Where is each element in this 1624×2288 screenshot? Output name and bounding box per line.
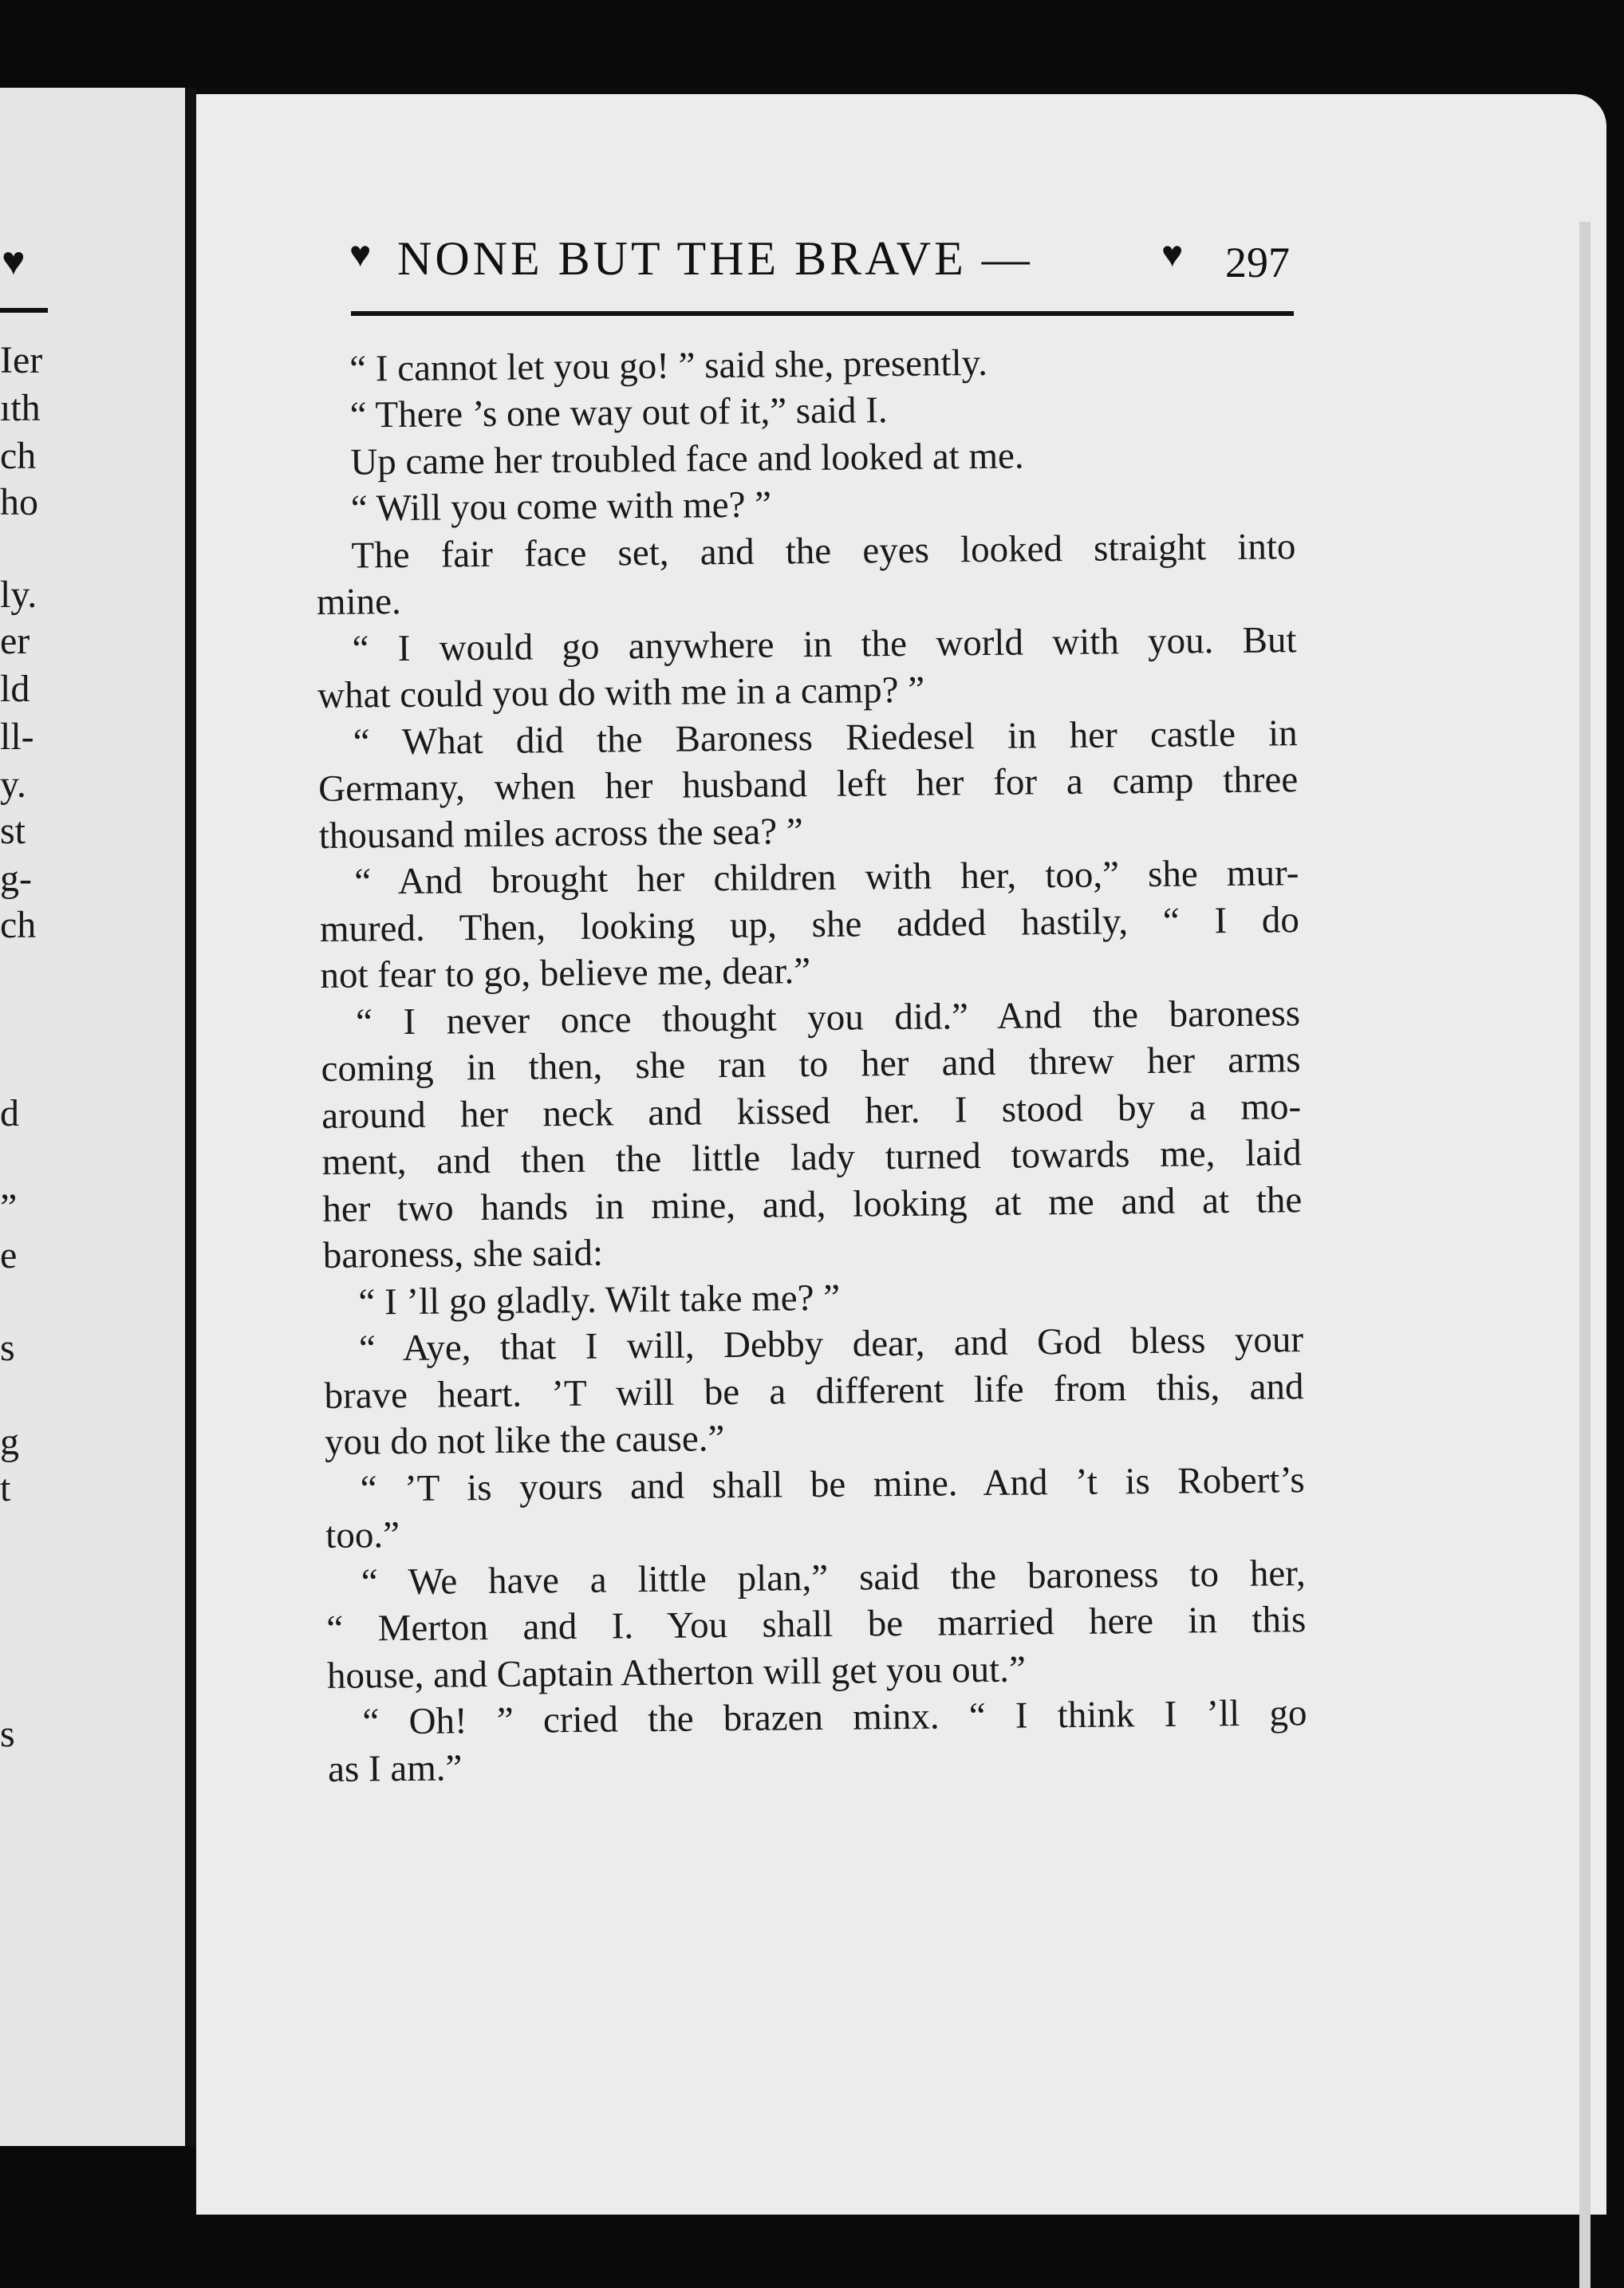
facing-page-text-fragment: s (0, 1713, 15, 1755)
text-line: “ I ’ll go gladly. Wilt take me? ” (358, 1276, 841, 1323)
text-line: around her neck and kissed her. I stood by a mo- (321, 1086, 1302, 1137)
facing-page-text-fragment: ” (0, 1186, 18, 1229)
text-line: Germany, when her husband left her for a camp three (318, 759, 1299, 810)
text-line: what could you do with me in a camp? ” (317, 669, 925, 716)
text-line: “ ’T is yours and shall be mine. And ’t is Robert’s (360, 1459, 1305, 1510)
facing-page-text-fragment: ly. (0, 574, 37, 616)
facing-page-text-fragment: Ier (0, 339, 43, 381)
page-edge-shadow (1579, 222, 1590, 2288)
heart-ornament-icon: ♥ (349, 234, 372, 274)
text-line: “ There ’s one way out of it,” said I. (349, 389, 888, 436)
text-line: coming in then, she ran to her and threw her arms (321, 1039, 1301, 1090)
facing-page-text-fragment: st (0, 810, 26, 852)
text-line: The fair face set, and the eyes looked straight into (351, 526, 1296, 577)
text-line: “ And brought her children with her, too,” she mur- (354, 852, 1299, 903)
running-header (349, 231, 1291, 295)
text-line: her two hands in mine, and, looking at me and at the (322, 1179, 1303, 1230)
facing-page-text-fragment: g- (0, 858, 32, 900)
body-text (314, 341, 1308, 1867)
facing-page-text-fragment: e (0, 1234, 18, 1276)
text-line: baroness, she said: (322, 1232, 604, 1276)
text-line: house, and Captain Atherton will get you out.” (326, 1648, 1027, 1697)
heart-ornament-icon: ♥ (2, 239, 26, 283)
facing-page-text-fragment: ch (0, 435, 37, 477)
text-line: “ I cannot let you go! ” said she, presently. (349, 341, 988, 390)
text-line: not fear to go, believe me, dear.” (320, 950, 811, 996)
text-line: “ Merton and I. You shall be married here in this (326, 1599, 1307, 1650)
text-line: “ We have a little plan,” said the baroness to her, (361, 1552, 1307, 1604)
facing-page-text-fragment: ıth (0, 387, 41, 429)
text-line: brave heart. ’T will be a different life from this, and (324, 1366, 1304, 1417)
facing-page-header-rule (0, 308, 48, 313)
facing-page-text-fragment: g (0, 1421, 19, 1463)
text-line: “ I never once thought you did.” And the baroness (355, 992, 1301, 1043)
text-line: ment, and then the little lady turned towards me, laid (321, 1132, 1302, 1183)
page-number: 297 (1225, 239, 1290, 286)
text-line: mine. (316, 580, 402, 623)
facing-page-text-fragment: ho (0, 481, 38, 523)
text-line: mured. Then, looking up, she added hastily, “ I do (319, 899, 1300, 950)
text-line: too.” (325, 1514, 400, 1556)
book-spine-gutter (185, 88, 196, 2146)
text-line: “ Will you come with me? ” (350, 483, 772, 530)
facing-page-text-fragment: s (0, 1327, 15, 1369)
text-line: “ Aye, that I will, Debby dear, and God bless your (358, 1319, 1304, 1370)
running-title: NONE BUT THE BRAVE — (397, 232, 1033, 285)
heart-ornament-icon: ♥ (1161, 234, 1184, 274)
facing-page-text-fragment: ch (0, 904, 37, 946)
text-line: thousand miles across the sea? ” (318, 811, 803, 857)
facing-page-text-fragment: ll- (0, 716, 34, 758)
text-line: “ Oh! ” cried the brazen minx. “ I think I ’ll go (362, 1692, 1307, 1743)
facing-page-text-fragment: y. (0, 763, 26, 806)
text-line: “ I would go anywhere in the world with you. But (352, 619, 1297, 670)
facing-page-text-fragment: ld (0, 668, 30, 710)
text-line: “ What did the Baroness Riedesel in her castle in (353, 712, 1298, 763)
text-line: as I am.” (327, 1747, 463, 1790)
text-line: Up came her troubled face and looked at me. (350, 435, 1024, 483)
facing-page-text-fragment: t (0, 1467, 11, 1509)
facing-page-fragment (0, 88, 185, 2146)
facing-page-text-fragment: er (0, 620, 30, 662)
header-rule (351, 311, 1294, 316)
text-line: you do not like the cause.” (324, 1418, 725, 1463)
facing-page-text-fragment: d (0, 1092, 19, 1134)
